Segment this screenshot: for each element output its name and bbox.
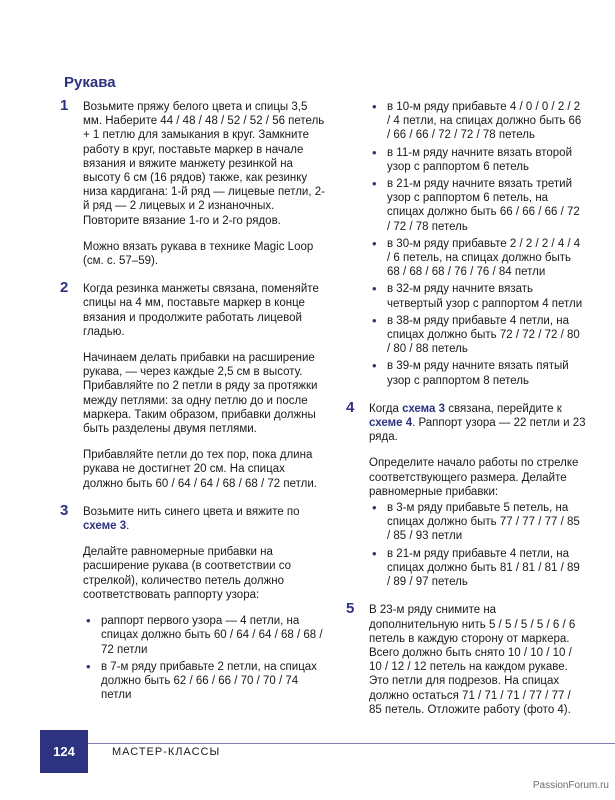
bullet-icon: • <box>372 312 377 328</box>
step-paragraph: Определите начало работы по стрелке соответствующего размера. Делайте равномерные прибавки: <box>369 457 579 498</box>
step-number: 5 <box>346 600 355 618</box>
bullet-icon: • <box>372 545 377 561</box>
list-item <box>369 146 586 174</box>
bullet-list <box>369 501 586 589</box>
step-paragraph: Можно вязать рукава в технике Magic Loop (см. с. 57–59). <box>83 240 314 268</box>
bullet-list <box>83 614 325 702</box>
text: Когда <box>369 402 403 415</box>
watermark: PassionForum.ru <box>532 780 609 791</box>
list-item <box>369 237 586 280</box>
step-paragraph: Прибавляйте петли до тех пор, пока длина рукава не достигнет 20 см. На спицах должно быть 60 / 64 / 64 / 68 / 68 / 72 петли. <box>83 449 317 490</box>
list-item <box>83 660 325 703</box>
scheme-link[interactable]: схеме 3 <box>83 520 127 533</box>
list-item-text: в 7-м ряду прибавьте 2 петли, на спицах должно быть 62 / 66 / 66 / 70 / 70 / 74 петли <box>101 660 317 702</box>
bullet-icon: • <box>86 613 91 629</box>
step-number: 4 <box>346 398 355 416</box>
list-item-text: в 39-м ряду начните вязать пятый узор с раппортом 8 петель <box>387 360 569 387</box>
step-number: 1 <box>60 97 69 114</box>
list-item-text: в 3-м ряду прибавьте 5 петель, на спицах должно быть 77 / 77 / 77 / 85 / 85 / 93 петли <box>387 502 580 543</box>
step-4 <box>346 398 586 589</box>
bullet-icon: • <box>372 99 377 114</box>
list-item <box>83 614 325 657</box>
list-item-text: в 21-м ряду начните вязать третий узор с раппортом 6 петель, на спицах должно быть 66 / 66 / 66 / 72 / 72 / 78 петель <box>387 178 580 233</box>
bullet-icon: • <box>372 235 377 251</box>
section-title: Рукава <box>64 74 116 91</box>
scheme-link[interactable]: схема 3 <box>402 402 446 415</box>
step-5 <box>346 600 586 717</box>
list-item <box>369 359 586 387</box>
left-column <box>60 97 325 716</box>
list-item <box>369 547 586 590</box>
step-number: 3 <box>60 501 69 519</box>
bullet-icon: • <box>372 281 377 297</box>
bullet-icon: • <box>86 658 91 674</box>
step-paragraph: Начинаем делать прибавки на расширение рукава, — через каждые 2,5 см в высоту. Прибавляйте по 2 петли в ряду за протяжки между петлями: за одну петлю до и после маркера. Таким образом, прибавки должны быть разделены двумя петлями. <box>83 352 318 436</box>
step-paragraph <box>369 402 586 445</box>
step-3 <box>60 501 325 702</box>
list-item <box>369 282 586 310</box>
step-paragraph: Делайте равномерные прибавки на расширение рукава (в соответствии со стрелкой), количество петель должно соответствовать раппорту узора: <box>83 546 292 601</box>
list-item-text: в 38-м ряду прибавьте 4 петли, на спицах должно быть 72 / 72 / 72 / 80 / 80 / 88 петель <box>387 314 580 356</box>
list-item-text: в 21-м ряду прибавьте 4 петли, на спицах должно быть 81 / 81 / 81 / 89 / 89 / 97 петель <box>387 547 580 589</box>
page-number: 124 <box>40 730 88 773</box>
list-item-text: в 32-м ряду начните вязать четвертый узор с раппортом 4 петли <box>387 283 583 310</box>
bullet-icon: • <box>372 176 377 192</box>
bullet-icon: • <box>372 358 377 374</box>
step-paragraph: Возьмите пряжу белого цвета и спицы 3,5 мм. Наберите 44 / 48 / 48 / 52 / 52 / 56 петель + 1 петлю для замыкания в круг. Замкните работу в круг, поставьте маркер в начале вязания и вяжите манжету резинкой на высоту 6 см (16 рядов) также, как резинку низа кардигана: 1-й ряд — лицевые петли, 2-й ряд — 2 лицевых и 2 изнаночных. Повторите вязание 1-го и 2-го рядов. <box>83 101 325 227</box>
list-item-text: раппорт первого узора — 4 петли, на спицах должно быть 60 / 64 / 64 / 68 / 68 / 72 петли <box>101 615 323 656</box>
bullet-list <box>369 100 586 388</box>
step-2 <box>60 279 325 491</box>
list-item <box>369 100 586 143</box>
step-paragraph: Когда резинка манжеты связана, поменяйте спицы на 4 мм, поставьте маркер в конце вязания и продолжите работать лицевой гладью. <box>83 283 319 338</box>
step-paragraph <box>83 505 325 533</box>
text: Возьмите нить синего цвета и вяжите по <box>83 505 300 518</box>
list-item <box>369 177 586 234</box>
bullet-icon: • <box>372 500 377 516</box>
scheme-link[interactable]: схеме 4 <box>369 417 413 430</box>
bullet-icon: • <box>372 144 377 160</box>
right-column <box>346 100 586 731</box>
text: . Раппорт узора — 22 петли и 23 ряда. <box>369 417 586 444</box>
text: . <box>126 520 130 533</box>
list-item-text: в 10-м ряду прибавьте 4 / 0 / 0 / 2 / 2 / 4 петли, на спицах должно быть 66 / 66 / 66 / 72 / 72 / 78 петель <box>387 101 582 142</box>
list-item <box>369 501 586 544</box>
text: связана, перейдите к <box>445 402 562 415</box>
step-number: 2 <box>60 279 69 297</box>
footer-divider <box>40 743 615 744</box>
step-1 <box>60 97 325 268</box>
section-name: МАСТЕР-КЛАССЫ <box>112 746 221 758</box>
list-item <box>369 314 586 357</box>
list-item-text: в 11-м ряду начните вязать второй узор с раппортом 6 петель <box>387 146 572 173</box>
continued-bullets <box>346 100 586 388</box>
list-item-text: в 30-м ряду прибавьте 2 / 2 / 2 / 4 / 4 / 6 петель, на спицах должно быть 68 / 68 / 68 / 76 / 76 / 84 петли <box>387 237 581 279</box>
step-paragraph: В 23-м ряду снимите на дополнительную нить 5 / 5 / 5 / 5 / 6 / 6 петель в каждую сторону от маркера. Всего должно быть снято 10 / 10 / 10 / 10 / 12 / 12 петель на каждом рукаве. Это петли для подрезов. На спицах должно остаться 71 / 71 / 71 / 77 / 77 / 85 петель. Отложите работу (фото 4). <box>369 604 576 716</box>
